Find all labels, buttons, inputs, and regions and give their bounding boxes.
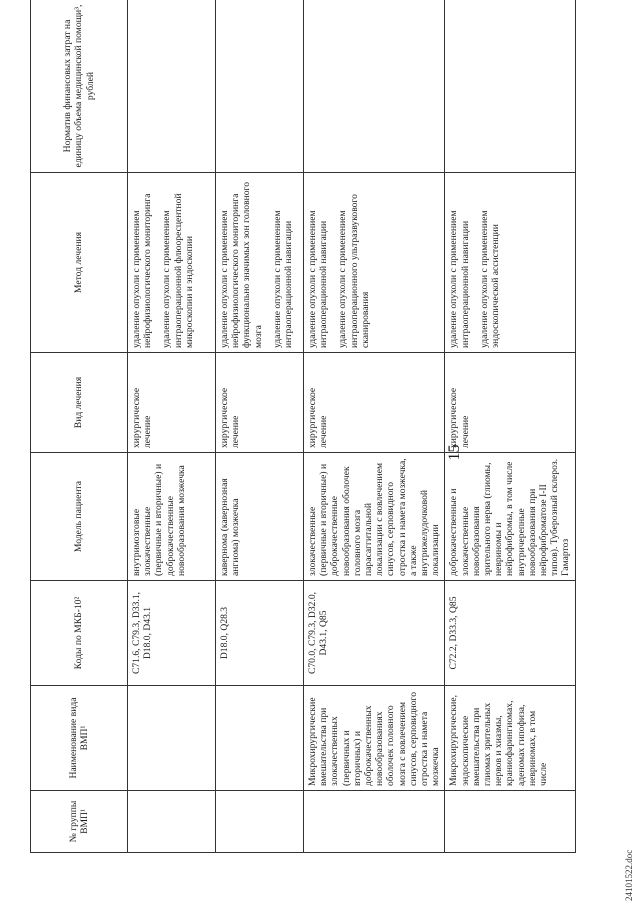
cell-model: доброкачественные и злокачественные новообразования зрительного нерва (глиомы, невриномы и нейрофибромы, в том числе внутричерепные новообразования при нейрофиброматозе I-II типов). Туберозный склероз. Гамартоз	[445, 453, 575, 581]
header-cost: Норматив финансовых затрат на единицу объема медицинской помощи³, рублей	[31, 0, 128, 173]
method-item: удаление опухоли с применением интраоперационной флюоресцентной микроскопии и эндоскопии	[161, 193, 195, 348]
method-item: удаление опухоли с применением интраоперационного ультразвукового сканирования	[337, 194, 371, 348]
cell-cost	[128, 0, 216, 173]
cell-model: внутримозговые злокачественные (первичные и вторичные) и доброкачественные новообразования мозжечка	[128, 453, 216, 581]
cell-methods	[216, 173, 304, 353]
cell-name	[128, 686, 216, 791]
method-item: удаление опухоли с применением нейрофизиологического мониторинга функционально значимых зон головного мозга	[219, 181, 264, 348]
header-codes: Коды по МКБ-10²	[31, 581, 128, 686]
cell-treatment: хирургическое лечение	[216, 353, 304, 453]
cell-group	[128, 791, 216, 853]
header-model: Модель пациента	[31, 453, 128, 581]
treatment-table	[30, 0, 576, 853]
header-method: Метод лечения	[31, 173, 128, 353]
table-header-row	[31, 0, 128, 853]
cell-cost	[216, 0, 304, 173]
cell-name: Микрохирургические, эндоскопические вмешательства при глиомах зрительных нервов и хиазмы, краниофарингиомах, аденомах гипофиза, невриномах, в том числе	[445, 686, 575, 791]
cell-codes: C71.6, C79.3, D33.1, D18.0, D43.1	[128, 581, 216, 686]
cell-codes: D18.0, Q28.3	[216, 581, 304, 686]
table-row	[445, 0, 575, 853]
header-name: Наименование вида ВМП¹	[31, 686, 128, 791]
cell-treatment: хирургическое лечение	[445, 353, 575, 453]
table-row	[216, 0, 304, 853]
cell-cost	[304, 0, 445, 173]
method-item: удаление опухоли с применением интраоперационной навигации	[271, 210, 295, 348]
cell-methods	[128, 173, 216, 353]
method-item: удаление опухоли с применением интраоперационной навигации	[307, 210, 330, 348]
cell-codes: C70.0, C79.3, D32.0, D43.1, Q85	[304, 581, 445, 686]
page-number: 15	[446, 444, 463, 461]
cell-cost	[445, 0, 575, 173]
cell-codes: C72.2, D33.3, Q85	[445, 581, 575, 686]
cell-group	[216, 791, 304, 853]
table-row	[304, 0, 445, 853]
table-row	[128, 0, 216, 853]
cell-treatment: хирургическое лечение	[128, 353, 216, 453]
method-item: удаление опухоли с применением интраоперационной навигации	[448, 210, 471, 348]
method-item: удаление опухоли с применением нейрофизиологического мониторинга	[131, 193, 154, 348]
method-item: удаление опухоли с применением эндоскопической ассистенции	[478, 210, 502, 348]
cell-methods	[304, 173, 445, 353]
document-filename: 24101522.doc	[624, 849, 634, 901]
cell-model: злокачественные (первичные и вторичные) и доброкачественные новообразования оболочек головного мозга парасаггитальной локализации с вовлечением синусов, серповидного отростка и намета мозжечка, а также внутрижелудочковой локализации	[304, 453, 445, 581]
cell-treatment: хирургическое лечение	[304, 353, 445, 453]
cell-name: Микрохирургические вмешательства при злокачественных (первичных и вторичных) и доброкачественных новообразованиях оболочек головного мозга с вовлечением синусов, серповидного отростка и намета мозжечка	[304, 686, 445, 791]
cell-group	[445, 791, 575, 853]
cell-model: кавернома (кавернозная ангиома) мозжечка	[216, 453, 304, 581]
cell-name	[216, 686, 304, 791]
header-group: № группы ВМП¹	[31, 791, 128, 853]
header-treatment: Вид лечения	[31, 353, 128, 453]
cell-group	[304, 791, 445, 853]
cell-methods	[445, 173, 575, 353]
